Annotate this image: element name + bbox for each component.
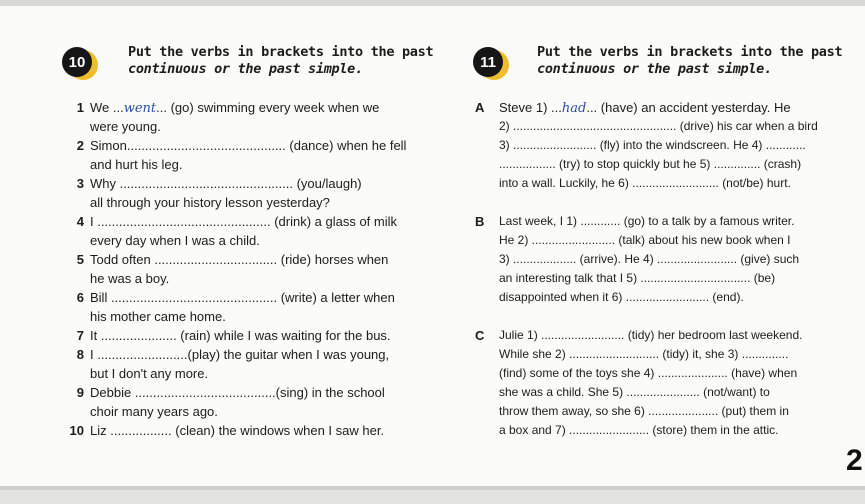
example-answer: went [123,101,157,116]
ex10-line: he was a boy. [90,271,170,286]
ex10-line: 1 We ...went... (go) swimming every week when we [76,100,380,116]
ex10-line: 6 Bill .............................................. (write) a letter when [76,290,395,305]
ex11-line: (find) some of the toys she 4) ..................... (have) when [499,366,798,380]
ex11-line: disappointed when it 6) ......................... (end). [499,290,744,304]
ex11-line: A Steve 1) ...had... (have) an accident yesterday. He [475,100,791,116]
ex10-line: 2 Simon............................................ (dance) when he fell [76,138,407,153]
exercise-10-badge [62,47,100,81]
ex10-line: 3 Why ................................................ (you/laugh) [76,176,362,191]
ex10-line: his mother came home. [90,309,226,324]
ex10-line: 4 I ................................................ (drink) a glass of milk [76,214,398,229]
ex11-line: He 2) ......................... (talk) about his new book when I [499,233,791,247]
ex10-line: 5 Todd often .................................. (ride) horses when [76,252,389,267]
exercise-10-title-line1: Put the verbs in brackets into the past [128,44,434,60]
ex11-line: a box and 7) ........................ (store) them in the attic. [499,423,779,437]
exercise-11-title [537,44,842,78]
example-answer: had [561,101,587,116]
ex10-line: every day when I was a child. [90,233,260,248]
top-edge [0,0,865,6]
exercise-11-number: 11 [473,47,503,77]
ex11-line: an interesting talk that I 5) ................................. (be) [499,271,776,285]
ex10-line: 7 It ..................... (rain) while I was waiting for the bus. [76,328,391,343]
ex10-line: all through your history lesson yesterday? [90,195,330,210]
ex11-line: she was a child. She 5) ...................... (not/want) to [499,385,770,399]
ex11-line: 2) ................................................. (drive) his car when a bird [499,119,818,133]
exercise-10-title-line2: continuous or the past simple. [128,61,363,77]
ex10-line: and hurt his leg. [90,157,183,172]
ex10-line: 10 Liz ................. (clean) the windows when I saw her. [69,423,385,438]
ex10-line: were young. [90,119,161,134]
ex11-line: B Last week, I 1) ............ (go) to a talk by a famous writer. [475,214,795,229]
ex11-line: C Julie 1) ......................... (tidy) her bedroom last weekend. [475,328,803,343]
exercise-10-title [128,44,433,78]
ex10-line: but I don't any more. [90,366,209,381]
ex11-line: 3) ................... (arrive). He 4) ........................ (give) such [499,252,800,266]
ex10-line: choir many years ago. [90,404,218,419]
page-number: 2 [846,444,863,477]
ex11-line: throw them away, so she 6) ..................... (put) them in [499,404,789,418]
ex11-line: While she 2) ........................... (tidy) it, she 3) .............. [499,347,789,361]
exercise-11-title-line2: continuous or the past simple. [537,61,772,77]
ex10-line: 8 I .........................(play) the guitar when I was young, [76,347,390,362]
exercise-10-number: 10 [62,47,92,77]
exercise-11-title-line1: Put the verbs in brackets into the past [537,44,843,60]
ex10-line: 9 Debbie .......................................(sing) in the school [76,385,385,400]
ex11-line: ................. (try) to stop quickly but he 5) .............. (crash) [499,157,802,171]
ex11-line: into a wall. Luckily, he 6) .......................... (not/be) hurt. [499,176,791,190]
ex11-line: 3) ......................... (fly) into the windscreen. He 4) ............ [499,138,806,152]
exercise-11-badge [473,47,511,81]
page-shadow [0,490,865,504]
